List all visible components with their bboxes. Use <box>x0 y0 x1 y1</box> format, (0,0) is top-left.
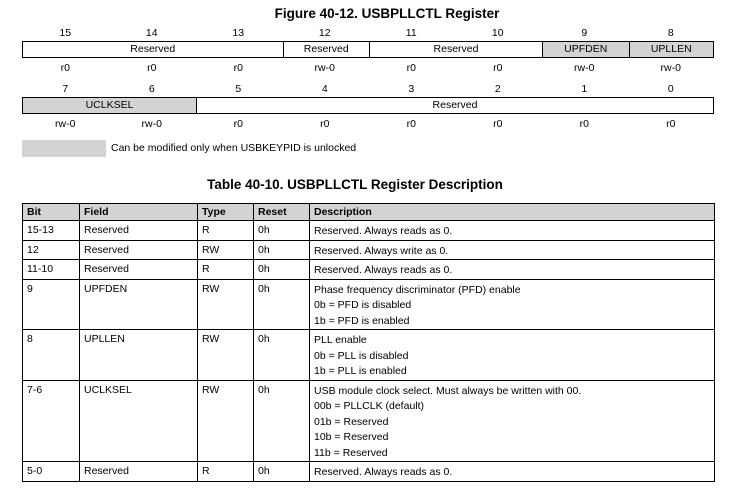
header-reset: Reset <box>254 204 310 221</box>
table-row <box>23 462 715 482</box>
access-type: r0 <box>406 62 416 74</box>
cell-type: RW <box>198 330 254 381</box>
access-type: rw-0 <box>574 62 595 74</box>
cell-bit: 8 <box>23 330 80 381</box>
cell-reset: 0h <box>254 240 310 260</box>
bit-number: 12 <box>318 27 331 39</box>
bit-number: 14 <box>145 27 158 39</box>
table-row <box>23 260 715 280</box>
field-reserved: Reserved <box>369 42 542 57</box>
bit-number: 15 <box>59 27 72 39</box>
header-field: Field <box>80 204 198 221</box>
cell-reset: 0h <box>254 221 310 241</box>
table-row <box>23 380 715 462</box>
upper-bit-numbers <box>22 27 714 41</box>
bit-number: 3 <box>408 83 415 95</box>
bit-number: 13 <box>232 27 245 39</box>
cell-description <box>310 260 715 280</box>
bit-number: 7 <box>62 83 69 95</box>
access-type: r0 <box>406 118 416 130</box>
access-type: rw-0 <box>314 62 335 74</box>
access-type: r0 <box>147 62 157 74</box>
bit-number: 11 <box>405 27 417 39</box>
cell-reset: 0h <box>254 260 310 280</box>
access-type: rw-0 <box>660 62 681 74</box>
bit-number: 4 <box>321 83 328 95</box>
description-line: 00b = PLLCLK (default) <box>314 400 425 412</box>
upper-register-fields <box>22 41 714 58</box>
cell-type: R <box>198 221 254 241</box>
description-line: 11b = Reserved <box>314 446 388 459</box>
description-line: 10b = Reserved <box>314 431 389 443</box>
cell-reset: 0h <box>254 330 310 381</box>
bit-number: 5 <box>235 83 242 95</box>
table-row <box>23 221 715 241</box>
cell-bit: 15-13 <box>23 221 80 241</box>
cell-description <box>310 221 715 241</box>
cell-type: RW <box>198 380 254 462</box>
cell-type: R <box>198 260 254 280</box>
bit-number: 8 <box>667 27 674 39</box>
bit-number: 2 <box>494 83 501 95</box>
legend-shaded-swatch <box>22 140 106 157</box>
field-reserved: Reserved <box>283 42 370 57</box>
cell-reset: 0h <box>254 279 310 330</box>
table-row <box>23 240 715 260</box>
access-type: r0 <box>233 62 243 74</box>
legend-text: Can be modified only when USBKEYPID is unlocked <box>111 142 357 154</box>
description-line: 0b = PFD is disabled <box>314 299 412 311</box>
cell-reset: 0h <box>254 462 310 482</box>
access-type: r0 <box>493 118 503 130</box>
cell-field: Reserved <box>80 221 198 241</box>
description-line: Reserved. Always reads as 0. <box>314 466 453 478</box>
cell-description <box>310 240 715 260</box>
description-line: PLL enable <box>314 334 367 346</box>
header-bit: Bit <box>23 204 80 221</box>
field-reserved: Reserved <box>130 43 176 55</box>
description-line: Reserved. Always write as 0. <box>314 244 449 257</box>
description-line: 01b = Reserved <box>314 415 389 428</box>
bit-number: 9 <box>581 27 588 39</box>
register-description-table <box>22 203 715 482</box>
access-type: r0 <box>579 118 589 130</box>
cell-type: R <box>198 462 254 482</box>
description-line: 1b = PFD is enabled <box>314 314 410 327</box>
cell-bit: 9 <box>23 279 80 330</box>
cell-field: UCLKSEL <box>80 380 198 462</box>
field-reserved: Reserved <box>196 98 713 113</box>
cell-field: UPLLEN <box>80 330 198 381</box>
field-upfden: UPFDEN <box>542 42 629 57</box>
lower-access-types <box>22 118 714 132</box>
table-title: Table 40-10. USBPLLCTL Register Description <box>207 177 503 192</box>
cell-field: Reserved <box>80 462 198 482</box>
cell-description <box>310 462 715 482</box>
lower-register-fields <box>22 97 714 114</box>
access-type: rw-0 <box>141 118 162 130</box>
cell-field: Reserved <box>80 240 198 260</box>
access-type: r0 <box>233 118 243 130</box>
bit-number: 6 <box>148 83 155 95</box>
cell-bit: 11-10 <box>23 260 80 280</box>
cell-field: UPFDEN <box>80 279 198 330</box>
cell-description <box>310 279 715 330</box>
access-type: r0 <box>666 118 676 130</box>
cell-description <box>310 330 715 381</box>
description-line: 0b = PLL is disabled <box>314 349 409 362</box>
field-upllen: UPLLEN <box>629 42 714 57</box>
description-line: Reserved. Always reads as 0. <box>314 264 453 276</box>
cell-reset: 0h <box>254 380 310 462</box>
table-header-row <box>23 204 715 221</box>
header-type: Type <box>198 204 254 221</box>
cell-type: RW <box>198 279 254 330</box>
cell-bit: 7-6 <box>23 380 80 462</box>
bit-number: 1 <box>581 83 588 95</box>
upper-access-types <box>22 62 714 76</box>
field-uclksel: UCLKSEL <box>23 98 196 113</box>
cell-type: RW <box>198 240 254 260</box>
table-row <box>23 330 715 381</box>
access-type: r0 <box>60 62 70 74</box>
access-type: r0 <box>320 118 330 130</box>
lower-bit-numbers <box>22 83 714 97</box>
bit-number: 10 <box>491 27 504 39</box>
cell-description <box>310 380 715 462</box>
description-line: 1b = PLL is enabled <box>314 365 407 377</box>
cell-bit: 5-0 <box>23 462 80 482</box>
description-line: Reserved. Always reads as 0. <box>314 225 453 237</box>
description-line: USB module clock select. Must always be written with 00. <box>314 384 582 397</box>
figure-title: Figure 40-12. USBPLLCTL Register <box>274 6 500 21</box>
description-line: Phase frequency discriminator (PFD) enable <box>314 283 521 296</box>
access-type: r0 <box>493 62 503 74</box>
table-row <box>23 279 715 330</box>
access-type: rw-0 <box>55 118 76 130</box>
cell-field: Reserved <box>80 260 198 280</box>
header-description: Description <box>310 204 715 221</box>
cell-bit: 12 <box>23 240 80 260</box>
bit-number: 0 <box>667 83 674 95</box>
